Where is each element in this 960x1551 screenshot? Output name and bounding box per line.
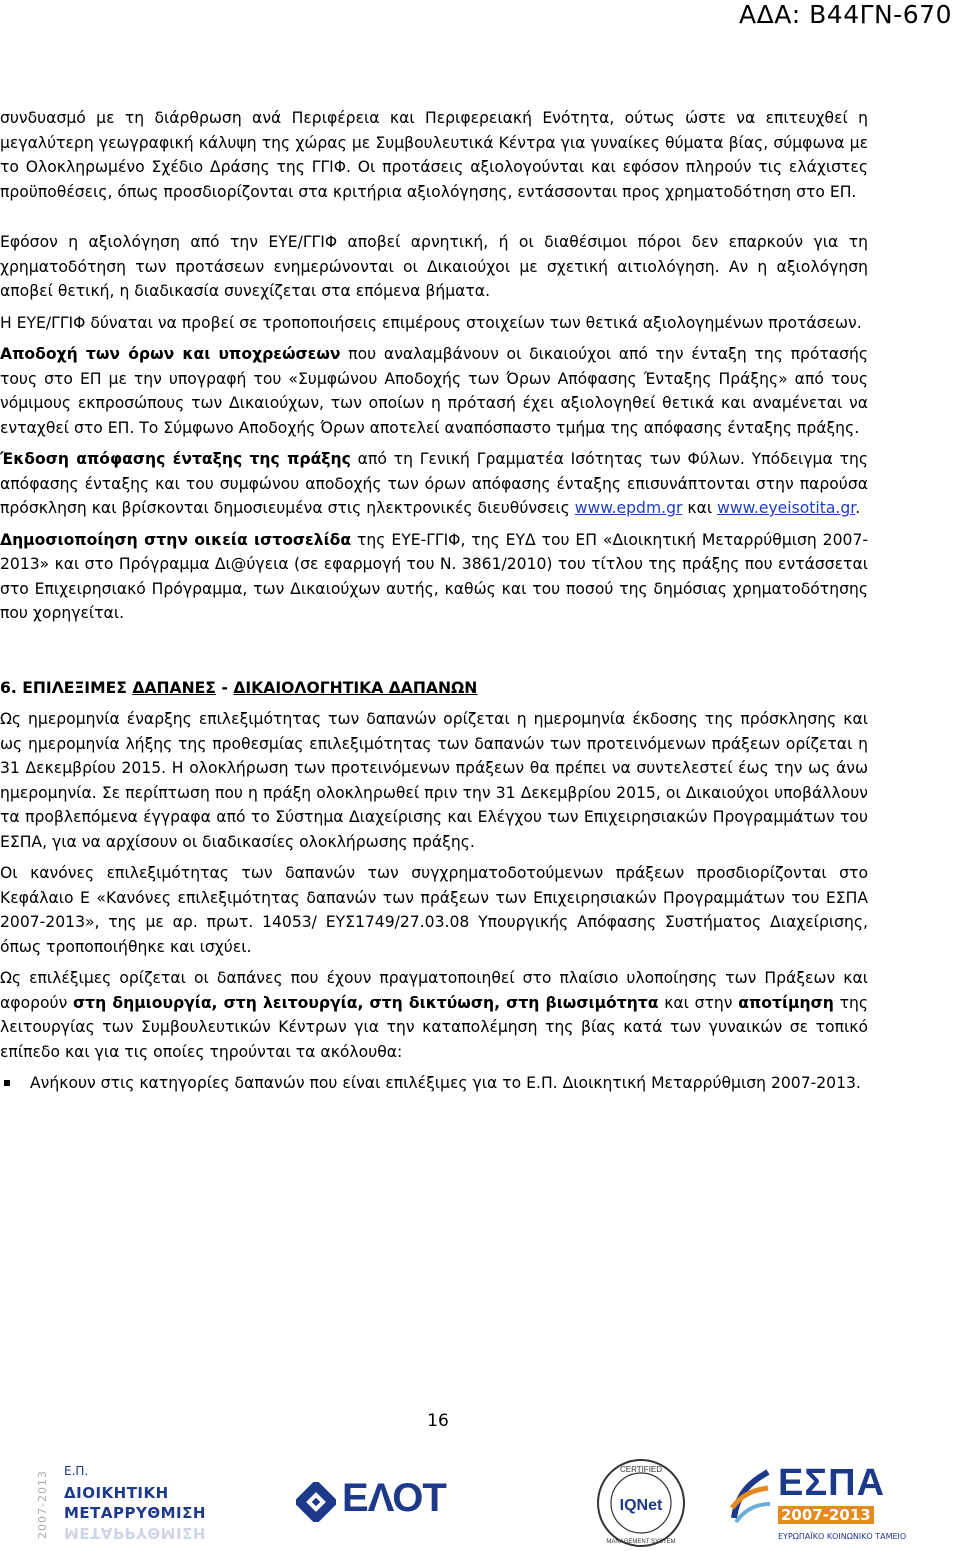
section-6-paragraph-3 bbox=[0, 966, 868, 1064]
section-6-paragraph-2: Οι κανόνες επιλεξιμότητας των δαπανών των συγχρηματοδοτούμενων πράξεων προσδιορίζονται στο Κεφάλαιο Ε «Κανόνες επιλεξιμότητας δαπανών των πράξεων των Επιχειρησιακών Προγραμμάτων του ΕΣΠΑ 2007-2013», της με αρ. πρωτ. 14053/ ΕΥΣ1749/27.03.08 Υπουργικής Απόφασης Συστήματος Διαχείρισης, όπως τροποποιήθηκε και ισχύει. bbox=[0, 864, 868, 956]
ep-years-vertical bbox=[35, 1464, 56, 1550]
paragraph-6-bold: Δημοσιοποίηση στην οικεία ιστοσελίδα bbox=[0, 530, 352, 549]
elot-text: ΕΛΟΤ bbox=[342, 1476, 446, 1520]
ep-years-text: 2007-2013 bbox=[35, 1470, 49, 1539]
section-6-paragraph-1: Ως ημερομηνία έναρξης επιλεξιμότητας των δαπανών ορίζεται η ημερομηνία έκδοσης της πρόσκλησης και ως ημερομηνία λήξης της προθεσμίας επιλεξιμότητας των δαπανών των προτεινόμενων πράξεων ορίζεται η 31 Δεκεμβρίου 2015. Η ολοκλήρωση των προτεινόμενων πράξεων θα πρέπει να συντελεστεί έως την ως άνω ημερομηνία. Σε περίπτωση που η πράξη ολοκληρωθεί πριν την 31 Δεκεμβρίου 2015, οι Δικαιούχοι υποβάλλουν τα προβλεπόμενα έγγραφα από το Σύστημα Διαχείρισης και Ελέγχου των Επιχειρησιακών Προγραμμάτων του ΕΣΠΑ, για να αρχίσουν οι διαδικασίες ολοκλήρωσης πράξης. bbox=[0, 710, 868, 851]
s3-text-a: Ως επιλέξιμες ορίζεται οι δαπάνες που έχουν πραγματοποιηθεί στο πλαίσιο υλοποίησης των Πράξεων και αφορούν bbox=[0, 969, 868, 1012]
heading-underlined-1: ΔΑΠΑΝΕΣ bbox=[132, 678, 216, 697]
link-epdm[interactable]: www.epdm.gr bbox=[574, 499, 683, 517]
heading-underlined-2: ΔΙΚΑΙΟΛΟΓΗΤΙΚΑ ΔΑΠΑΝΩΝ bbox=[233, 678, 478, 697]
espa-swirl-icon bbox=[728, 1468, 772, 1524]
square-bullet-icon bbox=[4, 1080, 10, 1086]
paragraph-2: Εφόσον η αξιολόγηση από την ΕΥΕ/ΓΓΙΦ αποβεί αρνητική, ή οι διαθέσιμοι πόροι δεν επαρκούν για τη χρηματοδότηση των προτάσεων ενημερώνονται οι Δικαιούχοι με σχετική αιτιολόγηση. Αν η αξιολόγηση αποβεί θετική, η διαδικασία συνεχίζεται στα επόμενα βήματα. bbox=[0, 233, 868, 300]
s3-text-e: της λειτουργίας των Συμβουλευτικών Κέντρων για την καταπολέμηση της βίας κατά των γυναικών σε τοπικό επίπεδο και για τις οποίες τηρούνται τα ακόλουθα: bbox=[0, 993, 868, 1061]
elot-logo bbox=[296, 1476, 446, 1532]
paragraph-4 bbox=[0, 342, 868, 440]
espa-years: 2007-2013 bbox=[778, 1506, 874, 1524]
paragraph-3: Η ΕΥΕ/ΓΓΙΦ δύναται να προβεί σε τροποποιήσεις επιμέρους στοιχείων των θετικά αξιολογημένων προτάσεων. bbox=[0, 313, 862, 332]
paragraph-5 bbox=[0, 447, 868, 521]
ep-small-label: Ε.Π. bbox=[64, 1464, 89, 1478]
paragraph-6 bbox=[0, 528, 868, 626]
iqnet-certified-badge-icon bbox=[596, 1458, 686, 1548]
espa-logo bbox=[724, 1462, 954, 1548]
paragraph-5-end: . bbox=[855, 499, 861, 517]
bullet-text: Ανήκουν στις κατηγορίες δαπανών που είναι επιλέξιμες για το Ε.Π. Διοικητική Μεταρρύθμιση 2007-2013. bbox=[30, 1074, 861, 1092]
cert-top-text: CERTIFIED bbox=[619, 1465, 663, 1474]
ada-code: ΑΔΑ: Β44ΓΝ-670 bbox=[738, 0, 952, 29]
paragraph-1: συνδυασμό με τη διάρθρωση ανά Περιφέρεια και Περιφερειακή Ενότητα, ούτως ώστε να επιτευχθεί η μεγαλύτερη γεωγραφική κάλυψη της χώρας με Συμβουλευτικά Κέντρα για γυναίκες θύματα βίας, σύμφωνα με το Ολοκληρωμένο Σχέδιο Δράσης της ΓΓΙΦ. Οι προτάσεις αξιολογούνται και εφόσον πληρούν τις ελάχιστες προϋποθέσεις, όπως προσδιορίζονται στα κριτήρια αξιολόγησης, εντάσσονται προς χρηματοδότηση στο ΕΠ. bbox=[0, 109, 868, 201]
paragraph-5-text: από τη Γενική Γραμματέα Ισότητας των Φύλων. Υπόδειγμα της απόφασης ένταξης και του συμφώνου αποδοχής των όρων απόφασης ένταξης επισυνάπτονται στην παρούσα πρόσκληση και βρίσκονται δημοσιευμένα στις ηλεκτρονικές διευθύνσεις bbox=[0, 450, 868, 517]
s3-text-c: και στην bbox=[658, 993, 739, 1012]
ep-line-1: ΔΙΟΙΚΗΤΙΚΗ bbox=[64, 1484, 169, 1502]
heading-prefix: 6. ΕΠΙΛΕΞΙΜΕΣ bbox=[0, 678, 133, 697]
bullet-item bbox=[0, 1071, 868, 1096]
document-body bbox=[0, 106, 868, 1096]
espa-title: ΕΣΠΑ bbox=[778, 1462, 886, 1504]
elot-mark-icon bbox=[296, 1482, 336, 1522]
paragraph-5-and: και bbox=[682, 499, 718, 517]
ep-dioikitiki-logo bbox=[35, 1464, 228, 1550]
heading-separator: - bbox=[215, 678, 234, 697]
link-eyeisotita[interactable]: www.eyeisotita.gr bbox=[717, 499, 856, 517]
ep-line-2: ΜΕΤΑΡΡΥΘΜΙΣΗ bbox=[64, 1504, 206, 1522]
paragraph-5-bold: Έκδοση απόφασης ένταξης της πράξης bbox=[0, 450, 351, 468]
paragraph-4-bold: Αποδοχή των όρων και υποχρεώσεων bbox=[0, 345, 341, 363]
ep-line-2-reflection: ΜΕΤΑΡΡΥΘΜΙΣΗ bbox=[64, 1524, 206, 1542]
s3-bold-d: αποτίμηση bbox=[738, 993, 834, 1012]
page-number: 16 bbox=[427, 1411, 449, 1431]
paragraph-4-text: που αναλαμβάνουν οι δικαιούχοι από την ένταξη της πρότασής τους στο ΕΠ με την υπογραφή του «Συμφώνου Αποδοχής των Όρων Απόφασης Ένταξης Πράξης» από τους νόμιμους εκπροσώπους των Δικαιούχων, των οποίων η πρότασή έχει αξιολογηθεί θετικά και αναμένεται να ενταχθεί στο ΕΠ. Το Σύμφωνο Αποδοχής Όρων αποτελεί αναπόσπαστο τμήμα της απόφασης ένταξης πράξης. bbox=[0, 345, 869, 437]
paragraph-6-text: της ΕΥΕ-ΓΓΙΦ, της ΕΥΔ του ΕΠ «Διοικητική Μεταρρύθμιση 2007-2013» και στο Πρόγραμμα Δι@ύγεια (σε εφαρμογή του Ν. 3861/2010) του τίτλου της πράξης που εντάσσεται στο Επιχειρησιακό Πρόγραμμα, των Δικαιούχων αυτής, καθώς και του ποσού της δημόσιας χρηματοδότησης που χορηγείται. bbox=[0, 530, 868, 622]
footer-logos bbox=[0, 1458, 960, 1551]
espa-fund-label: ΕΥΡΩΠΑΪΚΟ ΚΟΙΝΩΝΙΚΟ ΤΑΜΕΙΟ bbox=[778, 1532, 907, 1541]
cert-bottom-text: MANAGEMENT SYSTEM bbox=[606, 1539, 676, 1545]
s3-bold-b: στη δημιουργία, στη λειτουργία, στη δικτύωση, στη βιωσιμότητα bbox=[73, 993, 659, 1012]
section-6-heading bbox=[0, 676, 868, 701]
cert-mid-text: IQNet bbox=[619, 1497, 663, 1514]
